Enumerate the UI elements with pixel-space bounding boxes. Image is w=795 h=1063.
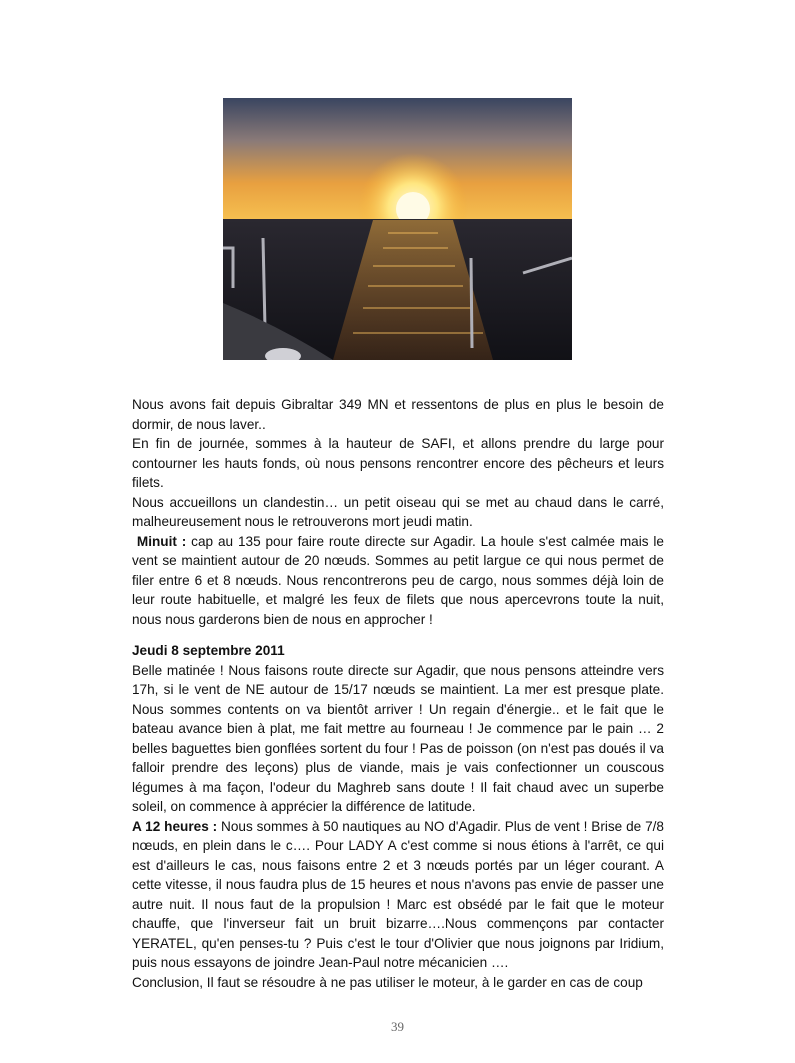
body-text xyxy=(132,395,664,992)
paragraph: En fin de journée, sommes à la hauteur de SAFI, et allons prendre du large pour contourner les hauts fonds, où nous pensons rencontrer encore des pêcheurs et leurs filets. xyxy=(132,436,664,490)
midnight-text: cap au 135 pour faire route directe sur Agadir. La houle s'est calmée mais le vent se maintient autour de 20 nœuds. Sommes au petit largue ce qui nous permet de filer entre 6 et 8 nœuds. Nous rencontrerons peu de cargo, nous sommes déjà loin de leur route habituelle, et malgré les feux de filets que nous apercevrons toute la nuit, nous nous garderons bien de nous en approcher ! xyxy=(132,533,664,627)
sunset-illustration xyxy=(223,98,572,360)
paragraph-noon xyxy=(132,817,664,973)
paragraph-midnight xyxy=(132,532,664,630)
noon-label: A 12 heures : xyxy=(132,818,218,834)
paragraph: Conclusion, Il faut se résoudre à ne pas utiliser le moteur, à le garder en cas de coup xyxy=(132,974,643,990)
section-heading: Jeudi 8 septembre 2011 xyxy=(132,643,285,658)
paragraph: Nous avons fait depuis Gibraltar 349 MN et ressentons de plus en plus le besoin de dormir, de nous laver.. xyxy=(132,397,664,432)
paragraph: Belle matinée ! Nous faisons route directe sur Agadir, que nous pensons atteindre vers 17h, si le vent de NE autour de 15/17 nœuds se maintient. La mer est presque plate. Nous sommes contents on va bientôt arriver ! Un regain d'énergie.. et le fait que le bateau avance bien à plat, me fait mettre au fourneau ! Je commence par le pain … 2 belles baguettes bien gonflées sortent du four ! Pas de poisson (on n'est pas doués il va falloir prendre des leçons) plus de viande, mais je vais confectionner un couscous légumes à ma façon, l'odeur du Maghreb sans doute ! Il fait chaud avec un superbe soleil, on commence à apprécier la différence de latitude. xyxy=(132,662,664,814)
paragraph: Nous accueillons un clandestin… un petit oiseau qui se met au chaud dans le carré, malheureusement nous le retrouverons mort jeudi matin. xyxy=(132,494,664,529)
sunset-sea-photo xyxy=(223,98,572,360)
page-number: 39 xyxy=(391,1019,404,1034)
noon-text: Nous sommes à 50 nautiques au NO d'Agadir. Plus de vent ! Brise de 7/8 nœuds, en plein dans le c…. Pour LADY A c'est comme si nous étions à l'arrêt, ce qui est d'ailleurs le cas, nous faisons entre 2 et 3 nœuds portés par un léger courant. A cette vitesse, il nous faudra plus de 15 heures et nous n'avons pas envie de passer une autre nuit. Il nous faut de la propulsion ! Marc est obsédé par le fait que le moteur chauffe, que l'inverseur fait un bruit bizarre….Nous commençons par contacter YERATEL, qu'en penses-tu ? Puis c'est le tour d'Olivier que nous joignons par Iridium, puis nous essayons de joindre Jean-Paul notre mécanicien …. xyxy=(132,818,664,970)
midnight-label: Minuit : xyxy=(136,533,187,549)
